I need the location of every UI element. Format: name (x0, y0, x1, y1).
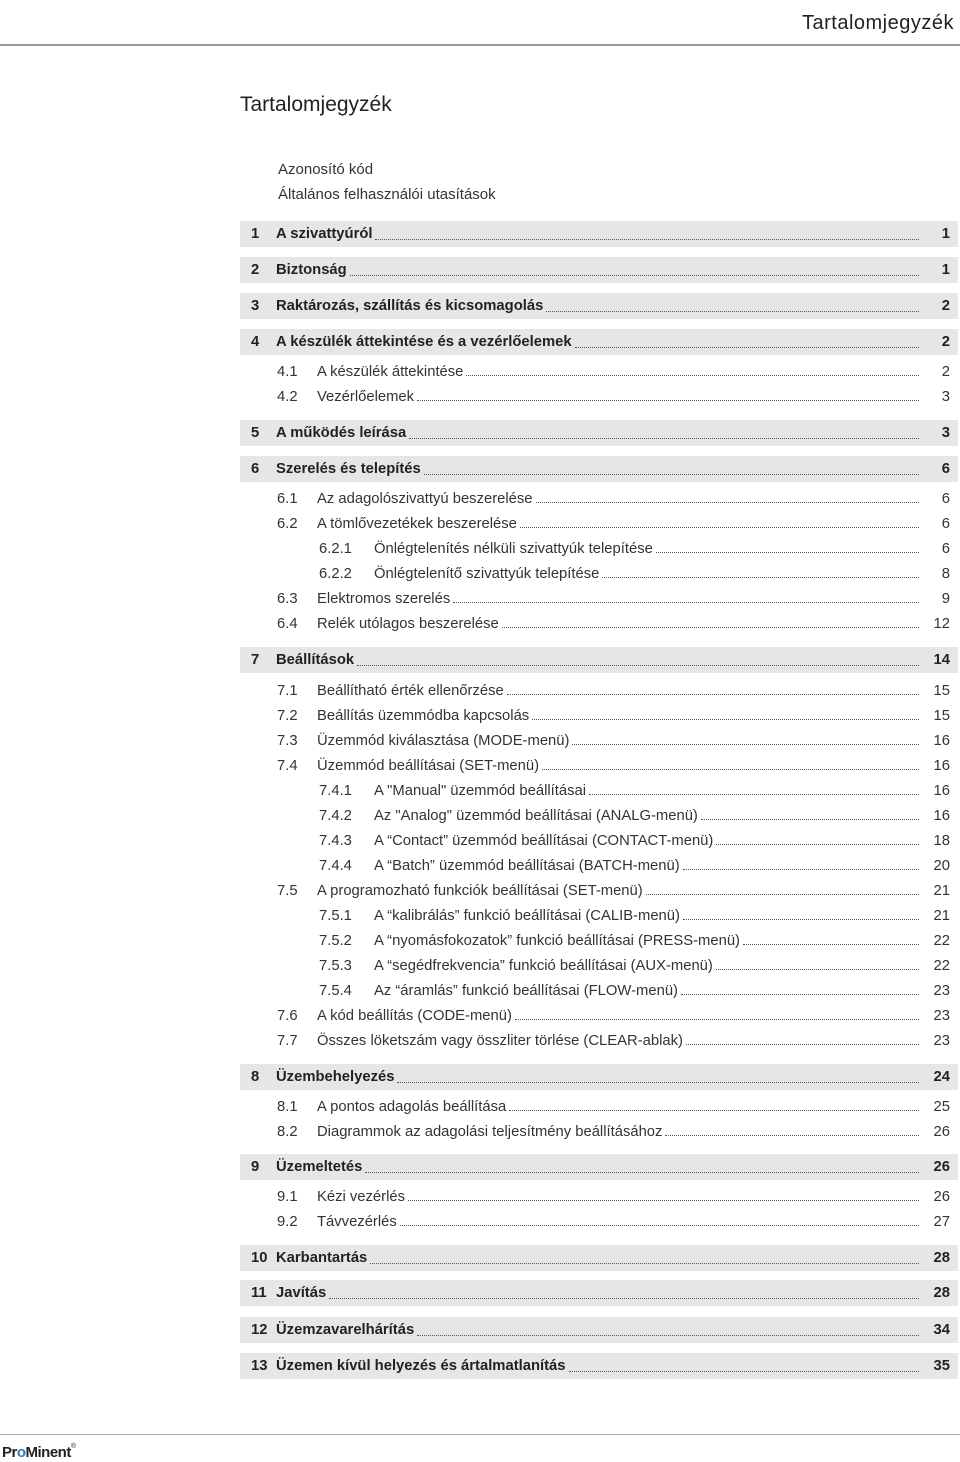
toc-number: 9 (251, 1159, 260, 1175)
toc-section-row[interactable] (240, 705, 958, 727)
toc-section-row[interactable] (240, 1121, 958, 1143)
toc-page-number: 1 (941, 262, 950, 278)
toc-title: Az "Analog" üzemmód beállításai (ANALG-menü) (374, 808, 698, 824)
footer-divider (0, 1434, 960, 1435)
toc-title: A “nyomásfokozatok” funkció beállításai (PRESS-menü) (374, 933, 740, 949)
toc-chapter-row[interactable] (240, 293, 958, 319)
toc-page-number: 21 (933, 908, 950, 924)
toc-title: A pontos adagolás beállítása (317, 1099, 507, 1115)
toc-page-number: 21 (933, 883, 950, 899)
toc-dot-leader (575, 347, 919, 348)
toc-dot-leader (683, 919, 919, 920)
toc-section-row[interactable] (240, 1096, 958, 1118)
toc-number: 2 (251, 262, 260, 278)
toc-title: A készülék áttekintése és a vezérlőelemek (276, 334, 572, 350)
toc-title: A készülék áttekintése (317, 364, 464, 380)
toc-dot-leader (716, 844, 919, 845)
toc-title: Beállítható érték ellenőrzése (317, 683, 504, 699)
toc-chapter-row[interactable] (240, 1064, 958, 1090)
toc-section-row[interactable] (240, 880, 958, 902)
toc-title: A tömlővezetékek beszerelése (317, 516, 517, 532)
toc-dot-leader (397, 1082, 919, 1083)
toc-title: Elektromos szerelés (317, 591, 451, 607)
toc-dot-leader (683, 869, 919, 870)
toc-number: 6.1 (277, 491, 298, 507)
toc-title: Üzemmód beállításai (SET-menü) (317, 758, 540, 774)
table-of-contents (240, 0, 958, 1462)
toc-number: 9.1 (277, 1189, 298, 1205)
toc-dot-leader (357, 665, 919, 666)
toc-dot-leader (417, 1335, 919, 1336)
toc-page-number: 9 (941, 591, 950, 607)
toc-number: 7.5.3 (319, 958, 352, 974)
toc-dot-leader (520, 527, 919, 528)
toc-number: 7.3 (277, 733, 298, 749)
toc-page-number: 16 (933, 808, 950, 824)
toc-title: Üzemmód kiválasztása (MODE-menü) (317, 733, 570, 749)
toc-dot-leader (686, 1044, 919, 1045)
toc-number: 8.1 (277, 1099, 298, 1115)
toc-number: 7.4 (277, 758, 298, 774)
toc-page-number: 23 (933, 983, 950, 999)
toc-title: Az adagolószivattyú beszerelése (317, 491, 533, 507)
toc-dot-leader (424, 474, 919, 475)
toc-page-number: 3 (941, 389, 950, 405)
toc-number: 6.2.1 (319, 541, 352, 557)
toc-number: 3 (251, 298, 260, 314)
toc-title: Relék utólagos beszerelése (317, 616, 499, 632)
toc-dot-leader (329, 1298, 919, 1299)
toc-chapter-row[interactable] (240, 647, 958, 673)
toc-section-row[interactable] (240, 805, 958, 827)
toc-dot-leader (408, 1200, 919, 1201)
toc-dot-leader (417, 400, 919, 401)
toc-page-number: 28 (933, 1250, 950, 1266)
toc-number: 1 (251, 226, 260, 242)
toc-page-number: 6 (941, 461, 950, 477)
toc-section-row[interactable] (240, 361, 958, 383)
toc-chapter-row[interactable] (240, 329, 958, 355)
toc-page-number: 23 (933, 1008, 950, 1024)
toc-page-number: 18 (933, 833, 950, 849)
toc-number: 7.4.2 (319, 808, 352, 824)
toc-number: 7.7 (277, 1033, 298, 1049)
toc-page-number: 20 (933, 858, 950, 874)
toc-page-number: 22 (933, 933, 950, 949)
prominent-logo: ProMinent® (2, 1443, 76, 1461)
toc-title: Beállítás üzemmódba kapcsolás (317, 708, 530, 724)
toc-page-number: 2 (941, 298, 950, 314)
toc-dot-leader (542, 769, 919, 770)
toc-number: 7.5.4 (319, 983, 352, 999)
toc-dot-leader (546, 311, 919, 312)
toc-page-number: 26 (933, 1159, 950, 1175)
toc-page-number: 34 (933, 1322, 950, 1338)
toc-number: 4 (251, 334, 260, 350)
toc-number: 6.3 (277, 591, 298, 607)
toc-title: A működés leírása (276, 425, 407, 441)
toc-dot-leader (370, 1263, 919, 1264)
toc-section-row[interactable] (240, 488, 958, 510)
toc-title: A szivattyúról (276, 226, 373, 242)
toc-chapter-row[interactable] (240, 1154, 958, 1180)
toc-title: A “segédfrekvencia” funkció beállításai (AUX-menü) (374, 958, 713, 974)
toc-page-number: 22 (933, 958, 950, 974)
toc-dot-leader (589, 794, 919, 795)
toc-number: 8.2 (277, 1124, 298, 1140)
toc-section-row[interactable] (240, 588, 958, 610)
toc-title: Biztonság (276, 262, 347, 278)
toc-dot-leader (375, 239, 919, 240)
toc-dot-leader (656, 552, 919, 553)
toc-section-row[interactable] (240, 955, 958, 977)
toc-dot-leader (716, 969, 919, 970)
toc-title: Üzembehelyezés (276, 1069, 395, 1085)
toc-number: 7.5.2 (319, 933, 352, 949)
toc-number: 7 (251, 652, 260, 668)
toc-dot-leader (502, 627, 919, 628)
toc-number: 12 (251, 1322, 268, 1338)
toc-dot-leader (665, 1135, 919, 1136)
toc-dot-leader (681, 994, 919, 995)
toc-number: 6 (251, 461, 260, 477)
toc-section-row[interactable] (240, 830, 958, 852)
toc-dot-leader (572, 744, 919, 745)
toc-number: 7.6 (277, 1008, 298, 1024)
toc-page-number: 6 (941, 516, 950, 532)
toc-number: 5 (251, 425, 260, 441)
toc-dot-leader (569, 1371, 919, 1372)
toc-page-number: 6 (941, 491, 950, 507)
toc-title: Üzemen kívül helyezés és ártalmatlanítás (276, 1358, 566, 1374)
toc-section-row[interactable] (240, 755, 958, 777)
toc-page-number: 8 (941, 566, 950, 582)
toc-section-row[interactable] (240, 1211, 958, 1233)
intro-line-id-code: Azonosító kód (278, 161, 374, 178)
toc-chapter-row[interactable] (240, 1317, 958, 1343)
toc-number: 13 (251, 1358, 268, 1374)
toc-number: 7.4.1 (319, 783, 352, 799)
toc-page-number: 14 (933, 652, 950, 668)
toc-title: Önlégtelenítés nélküli szivattyúk telepítése (374, 541, 653, 557)
toc-page-number: 2 (941, 334, 950, 350)
toc-dot-leader (602, 577, 919, 578)
intro-line-general-instructions: Általános felhasználói utasítások (278, 186, 496, 203)
toc-section-row[interactable] (240, 386, 958, 408)
toc-title: Raktározás, szállítás és kicsomagolás (276, 298, 544, 314)
toc-number: 7.5 (277, 883, 298, 899)
toc-dot-leader (400, 1225, 919, 1226)
toc-dot-leader (743, 944, 919, 945)
toc-page-number: 23 (933, 1033, 950, 1049)
toc-section-row[interactable] (240, 855, 958, 877)
header-title: Tartalomjegyzék (801, 12, 954, 34)
toc-section-row[interactable] (240, 1186, 958, 1208)
toc-number: 8 (251, 1069, 260, 1085)
toc-page-number: 24 (933, 1069, 950, 1085)
toc-page-number: 16 (933, 783, 950, 799)
toc-chapter-row[interactable] (240, 257, 958, 283)
toc-page-number: 27 (933, 1214, 950, 1230)
toc-chapter-row[interactable] (240, 456, 958, 482)
toc-chapter-row[interactable] (240, 1353, 958, 1379)
toc-chapter-row[interactable] (240, 1245, 958, 1271)
toc-number: 7.1 (277, 683, 298, 699)
toc-page-number: 35 (933, 1358, 950, 1374)
toc-title: A “Batch” üzemmód beállításai (BATCH-menü) (374, 858, 680, 874)
toc-title: Távvezérlés (317, 1214, 397, 1230)
toc-number: 6.4 (277, 616, 298, 632)
toc-number: 7.4.4 (319, 858, 352, 874)
toc-chapter-row[interactable] (240, 420, 958, 446)
toc-number: 9.2 (277, 1214, 298, 1230)
toc-page-number: 12 (933, 616, 950, 632)
toc-section-row[interactable] (240, 930, 958, 952)
toc-page-number: 26 (933, 1189, 950, 1205)
toc-page-number: 28 (933, 1285, 950, 1301)
toc-page-number: 2 (941, 364, 950, 380)
toc-title: A “kalibrálás” funkció beállításai (CALIB-menü) (374, 908, 680, 924)
toc-number: 6.2.2 (319, 566, 352, 582)
toc-title: Javítás (276, 1285, 327, 1301)
toc-title: A programozható funkciók beállításai (SET-menü) (317, 883, 643, 899)
toc-title: Karbantartás (276, 1250, 368, 1266)
toc-number: 4.2 (277, 389, 298, 405)
toc-section-row[interactable] (240, 730, 958, 752)
toc-page-number: 16 (933, 758, 950, 774)
toc-dot-leader (365, 1172, 919, 1173)
toc-title: Beállítások (276, 652, 355, 668)
toc-page-number: 26 (933, 1124, 950, 1140)
toc-section-row[interactable] (240, 680, 958, 702)
page-title: Tartalomjegyzék (240, 93, 392, 116)
toc-dot-leader (536, 502, 919, 503)
toc-dot-leader (453, 602, 919, 603)
toc-chapter-row[interactable] (240, 1280, 958, 1306)
toc-dot-leader (466, 375, 919, 376)
toc-page-number: 25 (933, 1099, 950, 1115)
toc-dot-leader (515, 1019, 919, 1020)
toc-chapter-row[interactable] (240, 221, 958, 247)
toc-section-row[interactable] (240, 513, 958, 535)
toc-title: Az “áramlás” funkció beállításai (FLOW-menü) (374, 983, 678, 999)
toc-page-number: 3 (941, 425, 950, 441)
toc-section-row[interactable] (240, 1030, 958, 1052)
toc-number: 6.2 (277, 516, 298, 532)
toc-title: Üzemzavarelhárítás (276, 1322, 415, 1338)
toc-number: 7.2 (277, 708, 298, 724)
toc-dot-leader (701, 819, 919, 820)
toc-title: Szerelés és telepítés (276, 461, 421, 477)
toc-title: A "Manual" üzemmód beállításai (374, 783, 587, 799)
toc-dot-leader (409, 438, 919, 439)
toc-page-number: 15 (933, 683, 950, 699)
toc-title: Üzemeltetés (276, 1159, 363, 1175)
toc-title: Kézi vezérlés (317, 1189, 405, 1205)
toc-number: 7.4.3 (319, 833, 352, 849)
toc-number: 11 (251, 1285, 267, 1301)
toc-section-row[interactable] (240, 980, 958, 1002)
toc-section-row[interactable] (240, 563, 958, 585)
toc-section-row[interactable] (240, 613, 958, 635)
toc-section-row[interactable] (240, 780, 958, 802)
toc-dot-leader (507, 694, 919, 695)
toc-dot-leader (646, 894, 919, 895)
toc-section-row[interactable] (240, 905, 958, 927)
toc-title: Önlégtelenítő szivattyúk telepítése (374, 566, 600, 582)
toc-page-number: 15 (933, 708, 950, 724)
toc-number: 4.1 (277, 364, 298, 380)
toc-number: 7.5.1 (319, 908, 352, 924)
toc-title: A “Contact” üzemmód beállításai (CONTACT-menü) (374, 833, 714, 849)
toc-section-row[interactable] (240, 1005, 958, 1027)
toc-page-number: 16 (933, 733, 950, 749)
toc-page-number: 1 (941, 226, 950, 242)
toc-dot-leader (509, 1110, 919, 1111)
toc-dot-leader (532, 719, 919, 720)
toc-title: Vezérlőelemek (317, 389, 415, 405)
toc-title: Diagrammok az adagolási teljesítmény beállításához (317, 1124, 663, 1140)
toc-page-number: 6 (941, 541, 950, 557)
toc-dot-leader (350, 275, 919, 276)
toc-title: A kód beállítás (CODE-menü) (317, 1008, 512, 1024)
toc-title: Összes löketszám vagy összliter törlése (CLEAR-ablak) (317, 1033, 683, 1049)
toc-section-row[interactable] (240, 538, 958, 560)
toc-number: 10 (251, 1250, 268, 1266)
